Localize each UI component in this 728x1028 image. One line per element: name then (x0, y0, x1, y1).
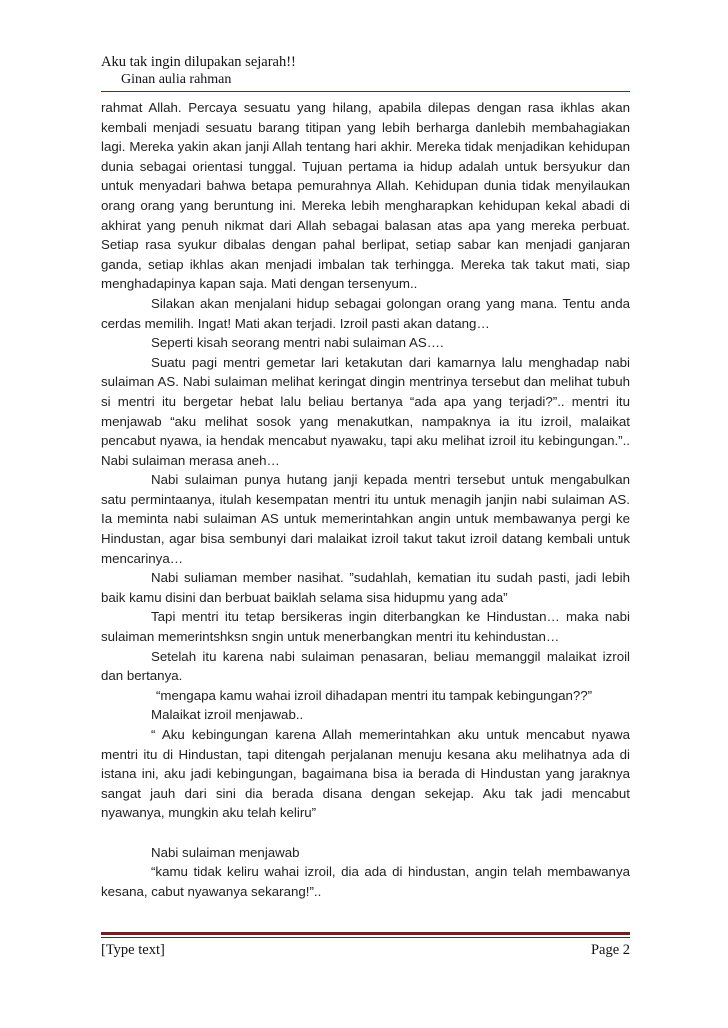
footer-divider-thin (101, 937, 630, 938)
paragraph: Nabi sulaiman menjawab (151, 844, 300, 860)
paragraph: Setelah itu karena nabi sulaiman penasaran, beliau memanggil malaikat izroil dan bertanya. (101, 648, 630, 684)
header-divider (101, 91, 630, 92)
page-number: Page 2 (590, 942, 630, 958)
paragraph: rahmat Allah. Percaya sesuatu yang hilang, apabila dilepas dengan rasa ikhlas akan kembali menjadi sesuatu barang titipan yang lebih berharga danlebih membahagiakan lagi. Mereka yakin akan janji Allah tentang hari akhir. Mereka tidak menjadikan kehidupan dunia sebagai orientasi tunggal. Tujuan pertama ia hidup adalah untuk bersyukur dan untuk menyadari bahwa betapa pemurahnya Allah. Kehidupan dunia tidak menyilaukan orang orang yang beruntung ini. Mereka lebih mengharapkan kehidupan kekal abadi di akhirat yang penuh nikmat dari Allah sebagai balasan atas apa yang mereka perbuat. Setiap rasa syukur dibalas dengan pahal berlipat, setiap sabar kan menjadi ganjaran ganda, setiap ikhlas akan menjadi imbalan tak terhingga. Mereka tak takut mati, siap menghadapinya kapan saja. Mati dengan tersenyum.. (101, 100, 630, 292)
document-body (101, 98, 630, 901)
paragraph: “ Aku kebingungan karena Allah memerintahkan aku untuk mencabut nyawa mentri itu di Hindustan, tapi ditengah perjalanan menuju kesana aku melihatnya ada di istana ini, aku jadi kebingungan, bagaimana bisa ia berada di Hindustan yang jaraknya sangat jauh dari sini dia berada disana dengan sekejap. Aku tak jadi mencabut nyawanya, mungkin aku telah keliru” (101, 727, 630, 821)
page-header (101, 53, 631, 89)
paragraph: Malaikat izroil menjawab.. (151, 707, 304, 723)
footer-divider-thick (101, 932, 630, 935)
paragraph: “mengapa kamu wahai izroil dihadapan mentri itu tampak kebingungan??” (156, 687, 593, 703)
paragraph: Seperti kisah seorang mentri nabi sulaiman AS…. (151, 335, 444, 351)
footer-placeholder-text: [Type text] (101, 942, 165, 958)
paragraph: “kamu tidak keliru wahai izroil, dia ada di hindustan, angin telah membawanya kesana, cabut nyawanya sekarang!”.. (101, 864, 630, 899)
paragraph: Nabi suliaman member nasihat. ”sudahlah, kematian itu sudah pasti, jadi lebih baik kamu disini dan berbuat baiklah selama sisa hidupmu yang ada” (101, 570, 630, 605)
header-author: Ginan aulia rahman (121, 72, 232, 87)
paragraph: Suatu pagi mentri gemetar lari ketakutan dari kamarnya lalu menghadap nabi sulaiman AS. Nabi sulaiman melihat keringat dingin mentrinya tersebut dan melihat tubuh si mentri itu bergetar hebat lalu beliau bertanya “ada apa yang terjadi?”.. mentri itu menjawab “aku melihat sosok yang menakutkan, nampaknya ia itu izroil, malaikat pencabut nyawa, ia hendak mencabut nyawaku, tapi aku melihat izroil itu kebingungan.”.. Nabi sulaiman merasa aneh… (101, 354, 630, 468)
paragraph: Nabi sulaiman punya hutang janji kepada mentri tersebut untuk mengabulkan satu permintaanya, itulah kesempatan mentri itu untuk menagih janjin nabi sulaiman AS. Ia meminta nabi sulaiman AS untuk memerintahkan angin untuk membawanya pergi ke Hindustan, agar bisa sembunyi dari malaikat izroil takut takut izroil datang kembali untuk mencarinya… (101, 472, 630, 566)
paragraph: Tapi mentri itu tetap bersikeras ingin diterbangkan ke Hindustan… maka nabi sulaiman memerintshksn sngin untuk menerbangkan mentri itu kehindustan… (101, 609, 630, 645)
paragraph: Silakan akan menjalani hidup sebagai golongan orang yang mana. Tentu anda cerdas memilih. Ingat! Mati akan terjadi. Izroil pasti akan datang… (101, 295, 630, 331)
header-title: Aku tak ingin dilupakan sejarah!! (101, 54, 296, 70)
